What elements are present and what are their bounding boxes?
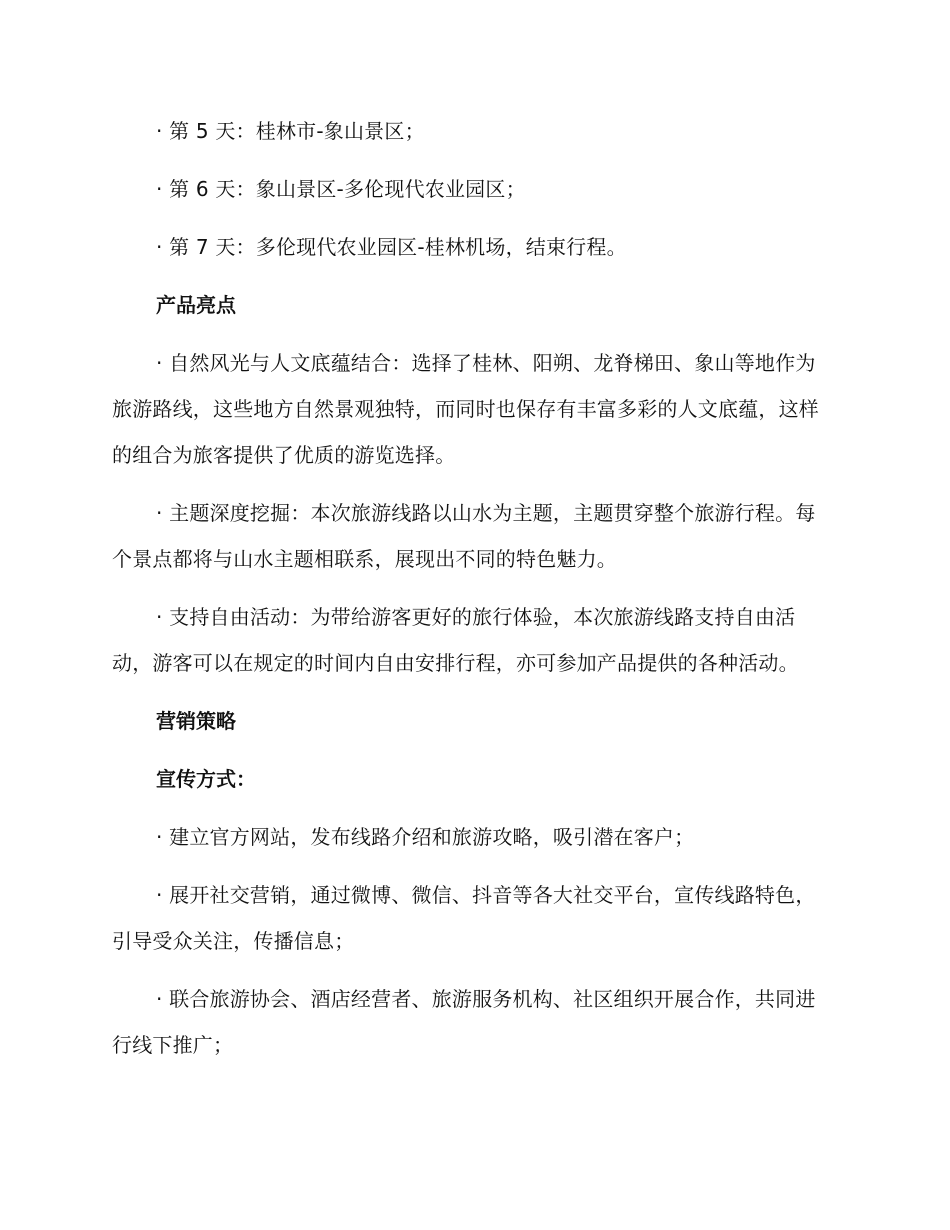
marketing-heading: 营销策略 xyxy=(156,709,236,733)
highlight-item: · 主题深度挖掘：本次旅游线路以山水为主题，主题贯穿整个旅游行程。每个景点都将与山水主题相联系，展现出不同的特色魅力。 xyxy=(112,501,816,571)
promotion-item: · 联合旅游协会、酒店经营者、旅游服务机构、社区组织开展合作，共同进行线下推广； xyxy=(112,987,816,1057)
highlight-item: · 自然风光与人文底蕴结合：选择了桂林、阳朔、龙脊梯田、象山等地作为旅游路线，这些地方自然景观独特，而同时也保存有丰富多彩的人文底蕴，这样的组合为旅客提供了优质的游览选择。 xyxy=(112,351,819,467)
highlights-heading: 产品亮点 xyxy=(156,293,236,317)
document-body xyxy=(112,108,834,1080)
itinerary-day-6: · 第 6 天：象山景区-多伦现代农业园区； xyxy=(156,177,526,201)
promotion-heading: 宣传方式： xyxy=(156,767,256,791)
itinerary-day-7: · 第 7 天：多伦现代农业园区-桂林机场，结束行程。 xyxy=(156,235,627,259)
promotion-item: · 展开社交营销，通过微博、微信、抖音等各大社交平台，宣传线路特色，引导受众关注，传播信息； xyxy=(112,883,816,953)
highlight-item: · 支持自由活动：为带给游客更好的旅行体验，本次旅游线路支持自由活动，游客可以在规定的时间内自由安排行程，亦可参加产品提供的各种活动。 xyxy=(112,605,799,675)
promotion-item: · 建立官方网站，发布线路介绍和旅游攻略，吸引潜在客户； xyxy=(156,825,695,849)
itinerary-day-5: · 第 5 天：桂林市-象山景区； xyxy=(156,119,425,143)
